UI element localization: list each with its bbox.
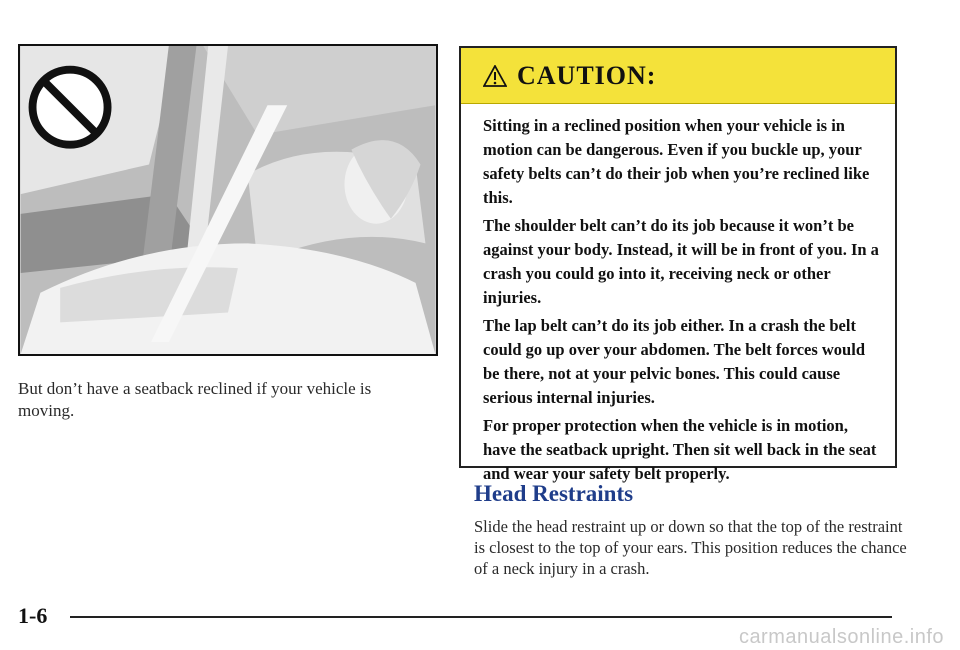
caution-title: CAUTION: bbox=[517, 60, 657, 90]
warning-triangle-icon bbox=[483, 65, 507, 87]
caution-paragraph: Sitting in a reclined position when your vehicle is in motion can be dangerous. Even if you buckle up, your safety belts can’t do their job when you’re reclined like this. bbox=[483, 116, 870, 207]
page-number: 1-6 bbox=[18, 603, 48, 628]
caution-box bbox=[459, 46, 897, 483]
reclined-seat-illustration bbox=[18, 44, 438, 356]
section-text: Slide the head restraint up or down so that the top of the restraint is closest to the top of your ears. This position reduces the chance of a neck injury in a crash. bbox=[474, 517, 907, 578]
no-symbol-icon bbox=[33, 70, 108, 145]
caution-paragraph: For proper protection when the vehicle is in motion, have the seatback upright. Then sit well back in the seat and wear your safety belt properly. bbox=[483, 416, 877, 483]
caution-header bbox=[461, 48, 895, 104]
section-heading: Head Restraints bbox=[474, 481, 634, 506]
caution-paragraph: The lap belt can’t do its job either. In a crash the belt could go up over your abdomen. The belt forces would be there, not at your pelvic bones. This could cause serious internal injuries. bbox=[483, 316, 865, 407]
caution-body bbox=[483, 114, 881, 490]
footer-rule bbox=[70, 616, 892, 618]
watermark: carmanualsonline.info bbox=[738, 626, 944, 648]
caution-paragraph: The shoulder belt can’t do its job because it won’t be against your body. Instead, it will be in front of you. In a crash you could go into it, receiving neck or other injuries. bbox=[483, 216, 879, 307]
seatback-warning-text: But don’t have a seatback reclined if your vehicle is moving. bbox=[18, 379, 372, 420]
